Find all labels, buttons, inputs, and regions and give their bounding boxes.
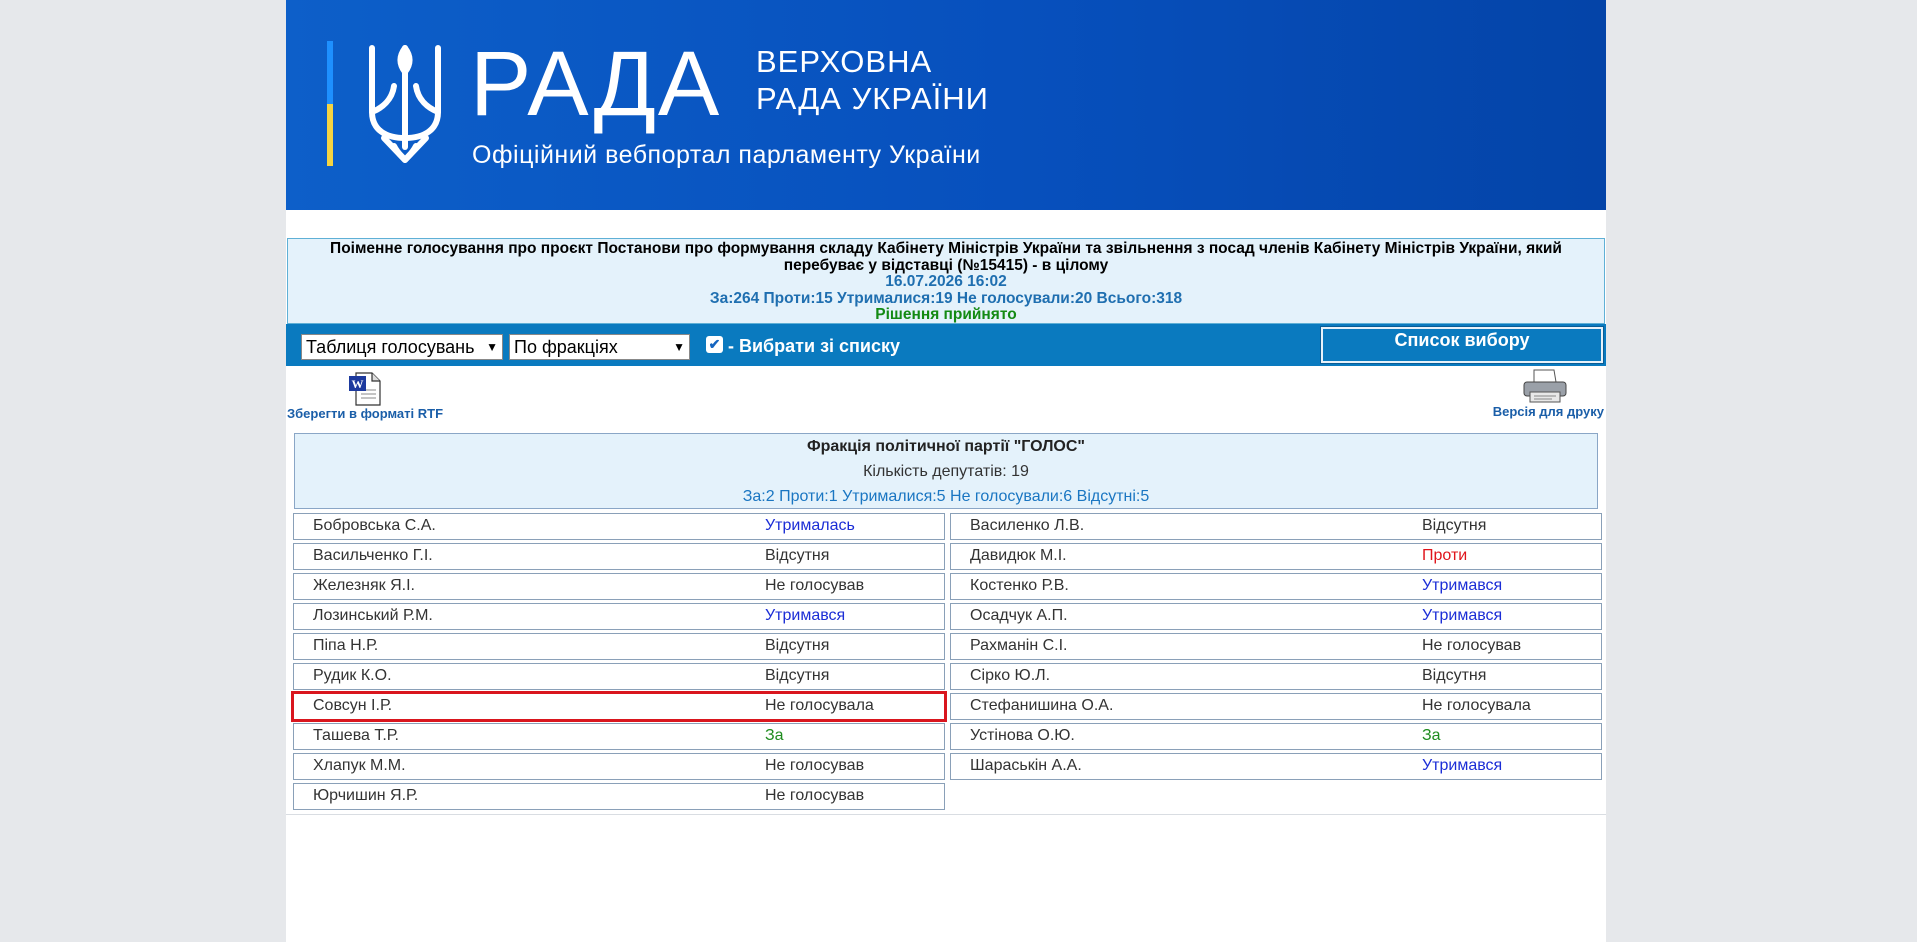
word-document-icon[interactable]: [348, 372, 382, 406]
deputy-vote: Відсутня: [765, 667, 830, 684]
deputy-row: [950, 543, 1602, 570]
deputy-vote: Утримався: [1422, 757, 1503, 774]
vote-date: 16.07.2026 16:02: [885, 273, 1007, 290]
view-select-value: Таблиця голосувань: [306, 336, 475, 357]
deputy-row: [950, 663, 1602, 690]
deputy-row: [950, 693, 1602, 720]
flag-stripe-blue: [327, 41, 333, 104]
svg-text:W: W: [351, 377, 364, 391]
selection-list-button[interactable]: Список вибору: [1321, 327, 1603, 363]
deputy-row: [950, 513, 1602, 540]
deputy-vote: Відсутня: [1422, 667, 1487, 684]
deputy-name: Рахманін С.І.: [970, 637, 1068, 654]
deputy-name: Ташева Т.Р.: [313, 727, 399, 744]
deputy-row: [293, 783, 945, 810]
printer-icon[interactable]: [1522, 368, 1568, 404]
deputy-name: Рудик К.О.: [313, 667, 392, 684]
deputy-vote: Утримався: [765, 607, 846, 624]
deputy-name: Сірко Ю.Л.: [970, 667, 1051, 684]
deputy-name: Васильченко Г.І.: [313, 547, 433, 564]
deputy-row: [950, 573, 1602, 600]
trident-icon: [366, 42, 444, 167]
page: [286, 0, 1606, 942]
deputy-row: [950, 633, 1602, 660]
deputy-row: [950, 753, 1602, 780]
save-rtf-link[interactable]: Зберегти в форматі RTF: [287, 406, 444, 421]
deputy-vote: Не голосував: [765, 787, 865, 804]
deputy-vote: Відсутня: [765, 547, 830, 564]
logo-line1: ВЕРХОВНА: [756, 44, 933, 79]
vote-title: Поіменне голосування про проєкт Постанови про формування складу Кабінету Міністрів України та звільнення з посад членів Кабінету Міністрів України, який перебуває у відставці (№15415) - в цілому: [330, 240, 1562, 274]
faction-stats: За:2 Проти:1 Утрималися:5 Не голосували:6 Відсутні:5: [742, 488, 1150, 505]
deputy-name: Совсун І.Р.: [313, 697, 393, 714]
deputy-row: [293, 723, 945, 750]
site-header: [286, 0, 1606, 210]
vote-info-panel: [287, 238, 1605, 324]
vote-counts: За:264 Проти:15 Утрималися:19 Не голосували:20 Всього:318: [709, 289, 1183, 307]
deputy-vote: За: [765, 727, 784, 744]
chevron-down-icon: ▼: [486, 340, 498, 354]
deputy-name: Осадчук А.П.: [970, 607, 1068, 624]
vote-result: Рішення прийнято: [875, 306, 1017, 323]
flag-stripe-yellow: [327, 104, 333, 166]
deputy-row: [293, 633, 945, 660]
deputy-row: [293, 543, 945, 570]
select-from-list-label: - Вибрати зі списку: [728, 336, 900, 356]
deputy-row: [950, 723, 1602, 750]
deputy-name: Хлапук М.М.: [313, 757, 406, 774]
deputy-row: [293, 753, 945, 780]
deputy-vote: Відсутня: [1422, 517, 1487, 534]
portal-subtitle: Офіційний вебпортал парламенту України: [472, 141, 981, 169]
deputy-row: [293, 603, 945, 630]
faction-panel: [294, 433, 1598, 509]
logo-line2: РАДА УКРАЇНИ: [756, 81, 989, 116]
deputy-name: Давидюк М.І.: [970, 547, 1067, 564]
deputy-vote: Утримався: [1422, 607, 1503, 624]
deputy-vote: Проти: [1422, 547, 1468, 564]
deputy-vote: Не голосувала: [765, 697, 874, 714]
group-select-value: По фракціях: [514, 336, 618, 357]
logo-rada: РАДА: [470, 33, 722, 135]
deputy-row: [950, 603, 1602, 630]
deputy-name: Стефанишина О.А.: [970, 697, 1114, 714]
view-select[interactable]: [301, 334, 503, 360]
faction-count: Кількість депутатів: 19: [863, 463, 1029, 480]
deputy-name: Лозинський Р.М.: [313, 607, 433, 624]
deputy-vote: Утримався: [1422, 577, 1503, 594]
group-select[interactable]: [509, 334, 690, 360]
deputy-vote: Відсутня: [765, 637, 830, 654]
deputy-vote: Не голосував: [1422, 637, 1522, 654]
deputy-name: Василенко Л.В.: [970, 517, 1085, 534]
deputy-name: Железняк Я.І.: [313, 577, 415, 594]
deputy-vote: Не голосувала: [1422, 697, 1531, 714]
print-version-link[interactable]: Версія для друку: [1492, 404, 1604, 419]
deputy-row: [293, 573, 945, 600]
deputy-name: Устінова О.Ю.: [970, 727, 1075, 744]
deputy-name: Шараськін А.А.: [970, 757, 1082, 774]
chevron-down-icon: ▼: [673, 340, 685, 354]
select-from-list-checkbox[interactable]: ✔: [706, 336, 723, 353]
deputy-vote: Не голосував: [765, 757, 865, 774]
deputy-row-highlighted: [293, 693, 945, 720]
toolbar: [286, 324, 1606, 366]
deputy-vote: Не голосував: [765, 577, 865, 594]
deputy-vote: Утрималась: [765, 517, 855, 534]
faction-name: Фракція політичної партії "ГОЛОС": [806, 438, 1086, 455]
divider: [286, 814, 1606, 815]
deputy-name: Костенко Р.В.: [970, 577, 1069, 594]
deputy-vote: За: [1422, 727, 1441, 744]
deputy-row: [293, 513, 945, 540]
deputy-name: Бобровська С.А.: [313, 517, 436, 534]
deputy-row: [293, 663, 945, 690]
deputy-name: Юрчишин Я.Р.: [313, 787, 419, 804]
deputy-name: Піпа Н.Р.: [313, 637, 379, 654]
